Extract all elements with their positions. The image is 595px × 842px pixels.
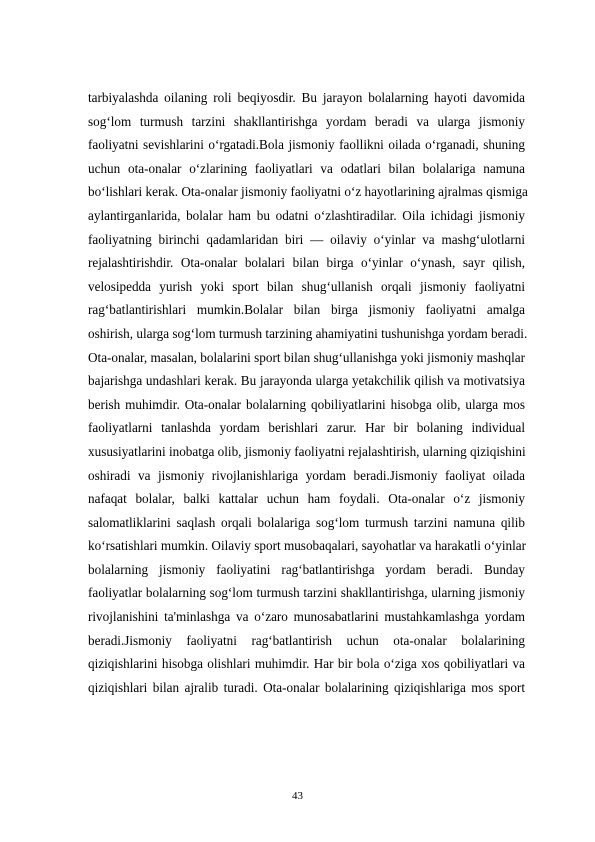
text-line: qiziqishlari bilan ajralib turadi. Ota-onalar bolalarining qiziqishlariga mos sport [88, 679, 525, 695]
text-line: faoliyatlarni tanlashda yordam berishlari zarur. Har bir bolaning individual [88, 420, 525, 436]
text-line: ko‘rsatishlari mumkin. Oilaviy sport musobaqalari, sayohatlar va harakatli o‘yinlar [88, 538, 527, 554]
text-line: rejalashtirishdir. Ota-onalar bolalari bilan birga o‘yinlar o‘ynash, sayr qilish, [88, 255, 525, 271]
page-number: 43 [292, 790, 303, 802]
text-line: faoliyatning birinchi qadamlaridan biri — oilaviy o‘yinlar va mashg‘ulotlarni [88, 231, 525, 247]
text-line: oshirish, ularga sog‘lom turmush tarzining ahamiyatini tushunishga yordam beradi. [88, 325, 528, 341]
text-line: sog‘lom turmush tarzini shakllantirishga yordam beradi va ularga jismoniy [88, 113, 525, 129]
text-line: bolalarning jismoniy faoliyatini rag‘batlantirishga yordam beradi. Bunday [88, 561, 525, 577]
text-line: nafaqat bolalar, balki kattalar uchun ham foydali. Ota-onalar o‘z jismoniy [88, 491, 525, 507]
text-line: rivojlanishini ta'minlashga va o‘zaro munosabatlarini mustahkamlashga yordam [88, 609, 525, 625]
text-line: bo‘lishlari kerak. Ota-onalar jismoniy faoliyatni o‘z hayotlarining ajralmas qismiga [88, 184, 528, 200]
text-line: faoliyatlar bolalarning sog‘lom turmush tarzini shakllantirishga, ularning jismoniy [88, 585, 525, 601]
text-line: beradi.Jismoniy faoliyatni rag‘batlantirish uchun ota-onalar bolalarining [88, 632, 525, 648]
text-line: berish muhimdir. Ota-onalar bolalarning qobiliyatlarini hisobga olib, ularga mos [88, 396, 525, 412]
text-line: faoliyatni sevishlarini o‘rgatadi.Bola jismoniy faollikni oilada o‘rganadi, shuning [88, 137, 525, 153]
text-line: rag‘batlantirishlari mumkin.Bolalar bilan birga jismoniy faoliyatni amalga [88, 302, 525, 318]
text-line: bajarishga undashlari kerak. Bu jarayonda ularga yetakchilik qilish va motivatsiya [88, 373, 525, 389]
body-paragraph [88, 86, 528, 699]
text-line: xususiyatlarini inobatga olib, jismoniy faoliyatni rejalashtirish, ularning qiziqishini [88, 443, 526, 459]
text-line: velosipedda yurish yoki sport bilan shug‘ullanish orqali jismoniy faoliyatni [88, 278, 525, 294]
text-line: aylantirganlarida, bolalar ham bu odatni o‘zlashtiradilar. Oila ichidagi jismoniy [88, 207, 525, 223]
text-line: uchun ota-onalar o‘zlarining faoliyatlari va odatlari bilan bolalariga namuna [88, 160, 525, 176]
text-line: qiziqishlarini hisobga olishlari muhimdir. Har bir bola o‘ziga xos qobiliyatlari va [88, 656, 525, 672]
text-line: tarbiyalashda oilaning roli beqiyosdir. Bu jarayon bolalarning hayoti davomida [88, 90, 525, 105]
text-line: oshiradi va jismoniy rivojlanishlariga yordam beradi.Jismoniy faoliyat oilada [88, 467, 525, 483]
text-line: salomatliklarini saqlash orqali bolalariga sog‘lom turmush tarzini namuna qilib [88, 514, 525, 530]
text-line: Ota-onalar, masalan, bolalarini sport bilan shug‘ullanishga yoki jismoniy mashqlar [88, 349, 525, 365]
